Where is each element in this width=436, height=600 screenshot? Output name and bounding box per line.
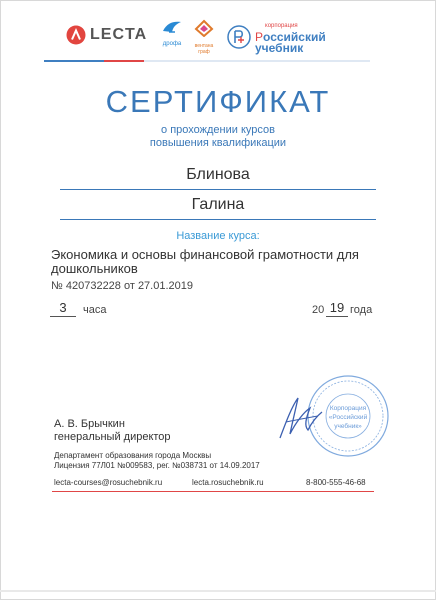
footer-divider: [52, 491, 374, 492]
stamp-line-1: Корпорация: [329, 405, 367, 412]
department-line: Департамент образования города Москвы: [54, 451, 212, 460]
footer-site: lecta.rosuchebnik.ru: [192, 478, 264, 487]
hours-unit: часа: [83, 304, 107, 316]
bottom-stripe: [0, 590, 436, 592]
given-name-underline: [60, 219, 376, 220]
signatory-position: генеральный директор: [54, 431, 171, 443]
rosuchebnik-logo-icon: [227, 25, 251, 49]
subtitle-line-2: повышения квалификации: [149, 137, 287, 149]
subtitle-line-1: о прохождении курсов: [161, 124, 275, 136]
course-title: Экономика и основы финансовой грамотности для дошкольников: [51, 247, 359, 276]
course-label: Название курса:: [176, 230, 260, 242]
rosuchebnik-line1-text: оссийский: [263, 29, 326, 44]
year-underline: [326, 316, 348, 317]
certificate-number: № 420732228 от 27.01.2019: [51, 280, 193, 292]
recipient-given-name: Галина: [191, 196, 245, 213]
drofa-logo-icon: [161, 19, 183, 35]
lecta-logo-icon: [66, 25, 86, 45]
year-prefix: 20: [312, 304, 325, 316]
year-unit: года: [350, 304, 373, 316]
stamp-line-2: «Российский: [328, 414, 368, 421]
signatory-name: А. В. Брычкин: [54, 418, 125, 430]
drofa-logo: [157, 19, 187, 49]
rosuchebnik-line2: учебник: [255, 40, 304, 55]
rosuchebnik-initial: Р: [255, 29, 264, 44]
lecta-logo: [66, 22, 147, 48]
ventana-caption: вентана граф: [194, 43, 214, 55]
ventana-logo-icon: [194, 19, 214, 37]
rosuchebnik-logo: [227, 22, 326, 55]
stamp-line-3: учебник»: [334, 423, 362, 430]
certificate-subtitle: [0, 124, 436, 150]
license-block: [54, 451, 260, 471]
signatory-block: [54, 418, 171, 444]
footer-phone: 8-800-555-46-68: [306, 478, 366, 487]
surname-underline: [60, 189, 376, 190]
rosuchebnik-small-caption: корпорация: [265, 22, 298, 29]
signature-icon: [262, 392, 332, 442]
year-value: 19: [329, 300, 345, 315]
hours-underline: [50, 316, 76, 317]
drofa-caption: дрофа: [162, 41, 182, 47]
footer-email: lecta-courses@rosuchebnik.ru: [54, 478, 163, 487]
lecta-logo-text: LECTA: [90, 26, 148, 43]
hours-value: 3: [59, 300, 67, 315]
header-stripe: [44, 60, 370, 62]
certificate-title: СЕРТИФИКАТ: [105, 84, 331, 119]
ventana-logo: [190, 19, 218, 55]
recipient-surname: Блинова: [186, 166, 250, 183]
license-line: Лицензия 77Л01 №009583, рег. №038731 от 14.09.2017: [54, 461, 260, 470]
